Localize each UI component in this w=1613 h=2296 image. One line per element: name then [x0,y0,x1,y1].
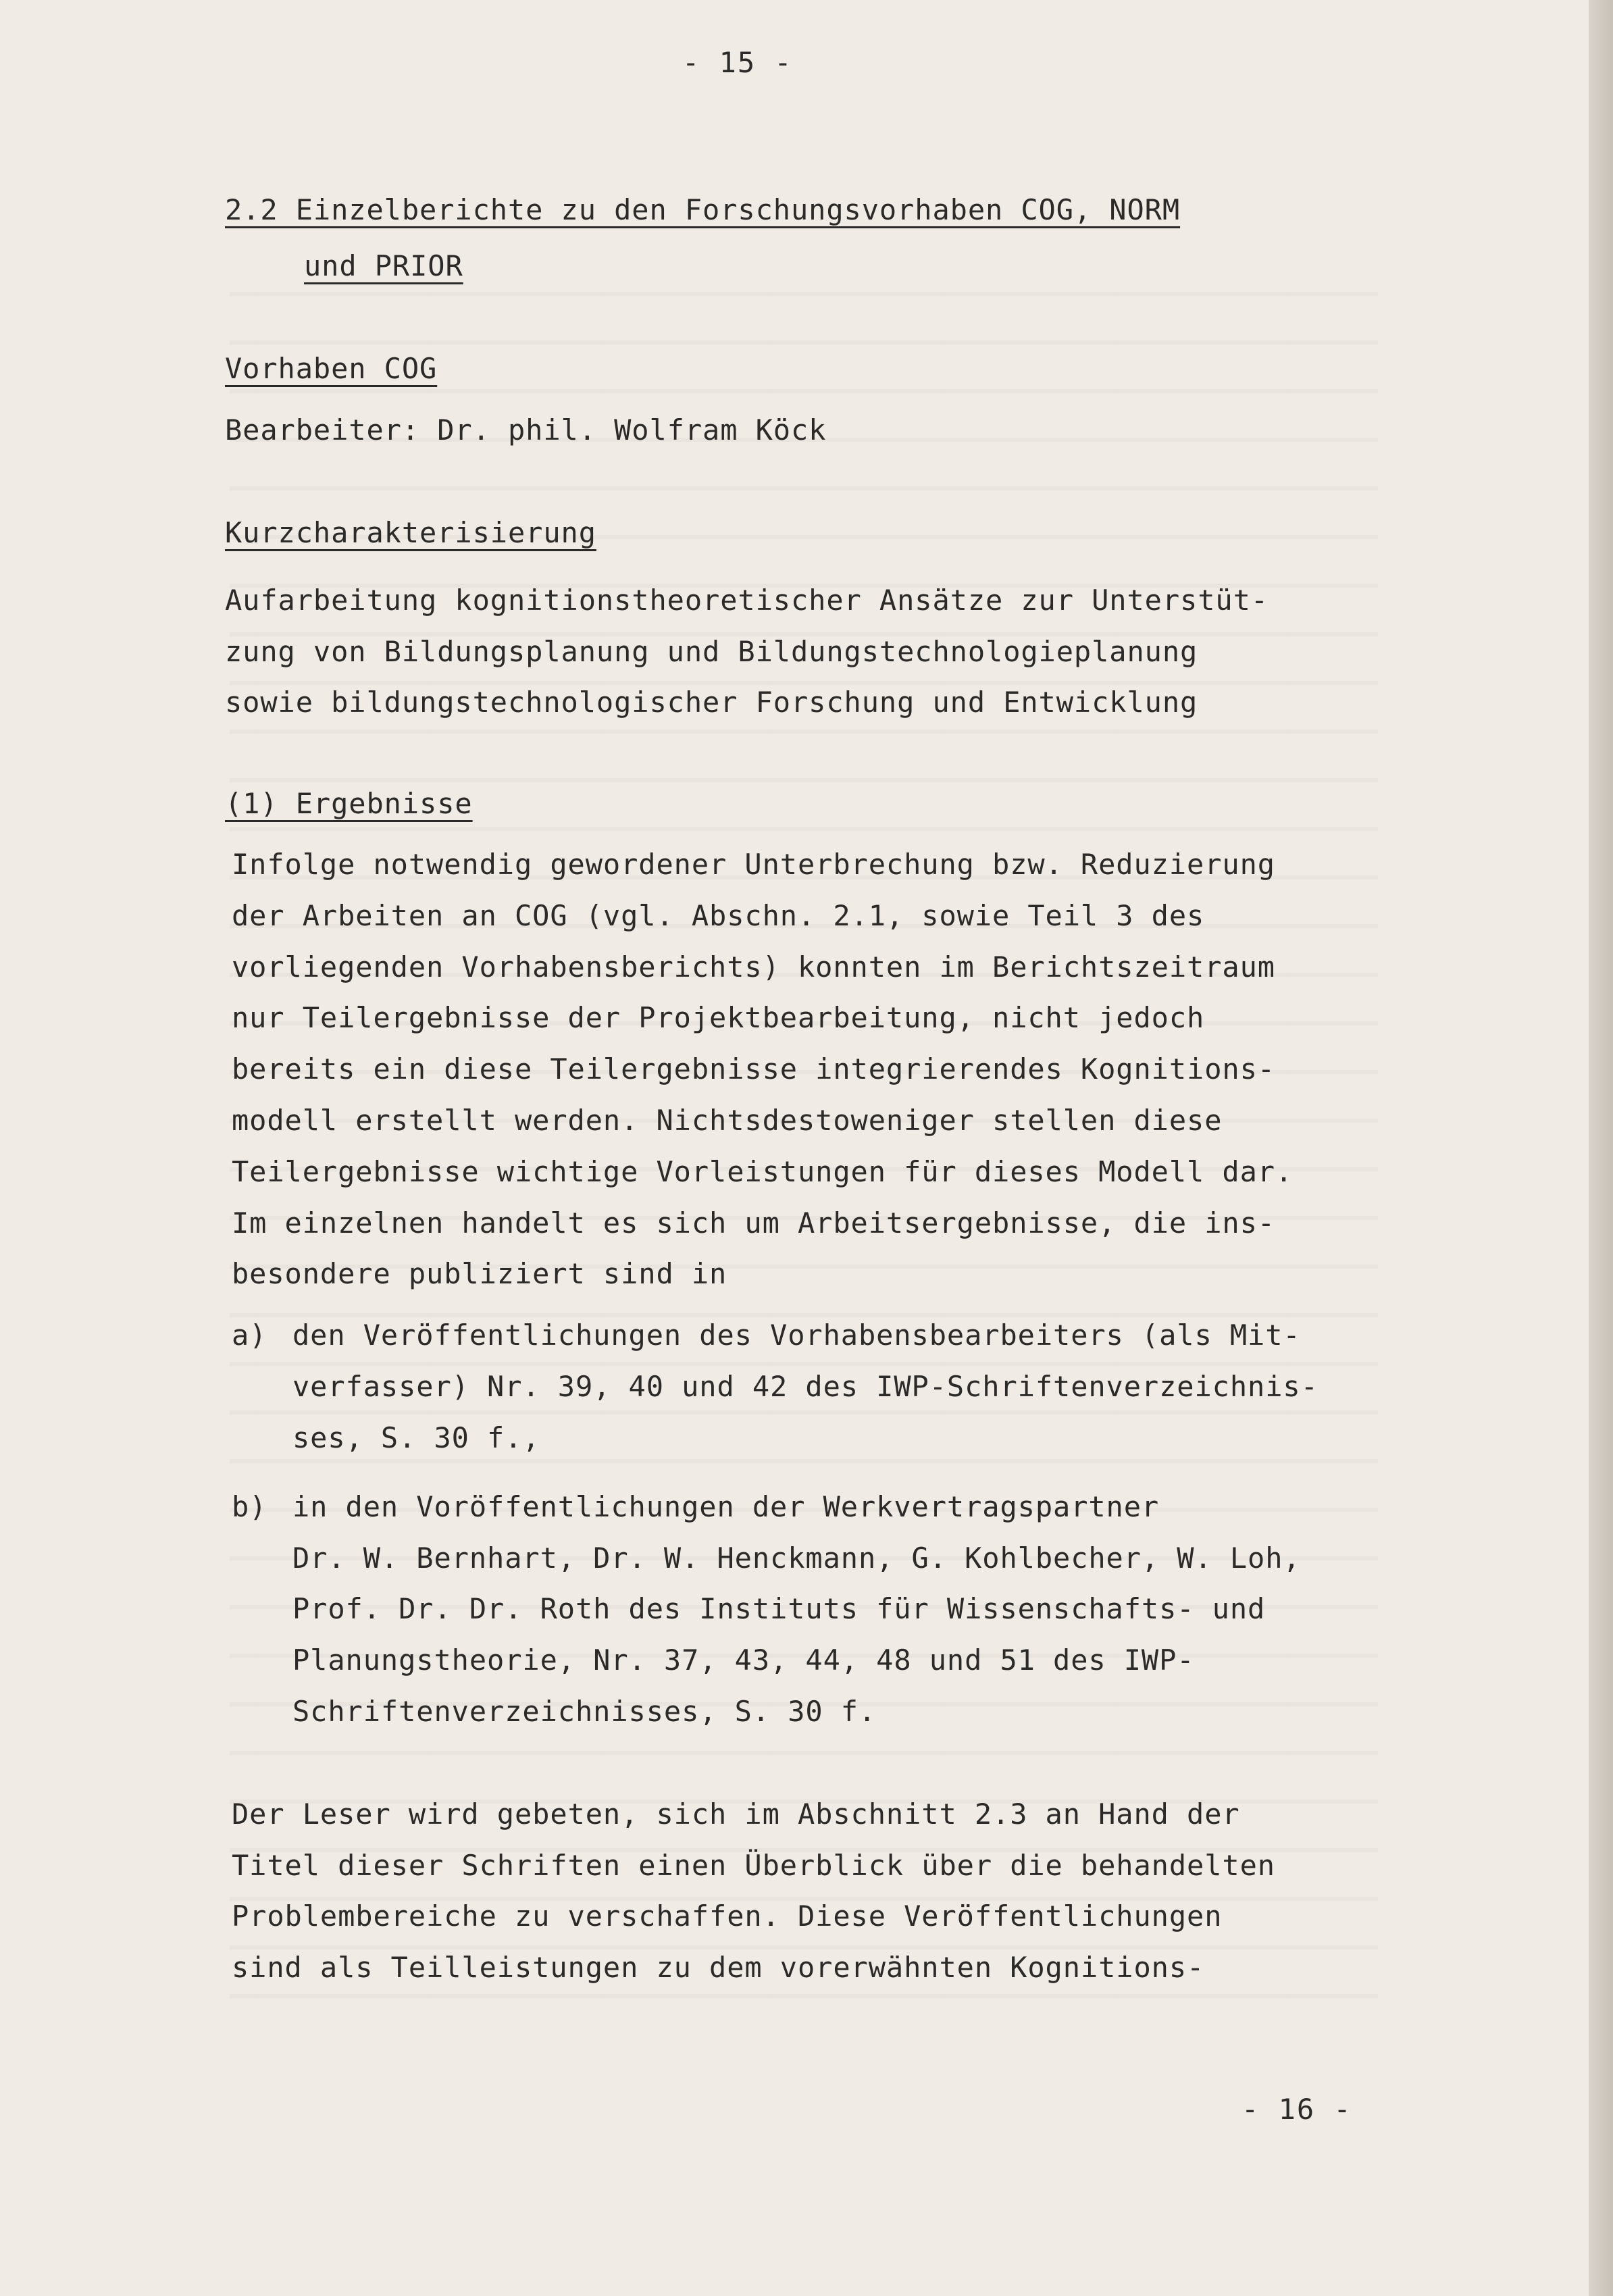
results-line: modell erstellt werden. Nichtsdestoweniger stellen diese [232,1104,1223,1137]
item-b-line: Planungstheorie, Nr. 37, 43, 44, 48 und 51 des IWP- [292,1643,1195,1677]
top-page-number: - 15 - [682,46,793,79]
results-line: vorliegenden Vorhabensberichts) konnten im Berichtszeitraum [232,950,1275,984]
results-line: nur Teilergebnisse der Projektbearbeitung, nicht jedoch [232,1001,1205,1034]
results-line: bereits ein diese Teilergebnisse integrierendes Kognitions- [232,1052,1275,1086]
closing-line: Titel dieser Schriften einen Überblick über die behandelten [232,1849,1275,1882]
results-line: Teilergebnisse wichtige Vorleistungen für dieses Modell dar. [232,1155,1294,1188]
summary-line: Aufarbeitung kognitionstheoretischer Ansätze zur Unterstüt- [225,584,1269,617]
item-a-line: den Veröffentlichungen des Vorhabensbearbeiters (als Mit- [292,1319,1301,1352]
section-heading-line2: und PRIOR [304,249,463,282]
paper-edge [1589,0,1613,2296]
closing-line: Der Leser wird gebeten, sich im Abschnitt 2.3 an Hand der [232,1797,1240,1831]
item-b-marker: b) [232,1490,267,1523]
item-a-line: ses, S. 30 f., [292,1421,540,1454]
item-b-line: Prof. Dr. Dr. Roth des Instituts für Wissenschafts- und [292,1592,1266,1625]
results-label: (1) Ergebnisse [225,787,473,820]
closing-line: sind als Teilleistungen zu dem vorerwähnten Kognitions- [232,1951,1205,1984]
project-title: Vorhaben COG [225,352,438,385]
results-line: Im einzelnen handelt es sich um Arbeitsergebnisse, die ins- [232,1206,1275,1240]
section-heading: 2.2 Einzelberichte zu den Forschungsvorhaben COG, NORM [225,193,1181,226]
item-b-line: in den Voröffentlichungen der Werkvertragspartner [292,1490,1160,1523]
item-b-line: Schriftenverzeichnisses, S. 30 f. [292,1695,877,1728]
results-line: der Arbeiten an COG (vgl. Abschn. 2.1, sowie Teil 3 des [232,899,1205,932]
item-b-line: Dr. W. Bernhart, Dr. W. Henckmann, G. Kohlbecher, W. Loh, [292,1541,1301,1575]
item-a-line: verfasser) Nr. 39, 40 und 42 des IWP-Schriftenverzeichnis- [292,1370,1318,1403]
item-a-marker: a) [232,1319,267,1352]
summary-line: zung von Bildungsplanung und Bildungstechnologieplanung [225,635,1198,668]
bottom-page-number: - 16 - [1241,2093,1352,2126]
summary-line: sowie bildungstechnologischer Forschung und Entwicklung [225,686,1198,719]
results-line: Infolge notwendig gewordener Unterbrechung bzw. Reduzierung [232,848,1275,881]
closing-line: Problembereiche zu verschaffen. Diese Veröffentlichungen [232,1899,1223,1933]
project-editor: Bearbeiter: Dr. phil. Wolfram Köck [225,413,827,447]
results-line: besondere publiziert sind in [232,1257,727,1290]
summary-label: Kurzcharakterisierung [225,516,596,549]
